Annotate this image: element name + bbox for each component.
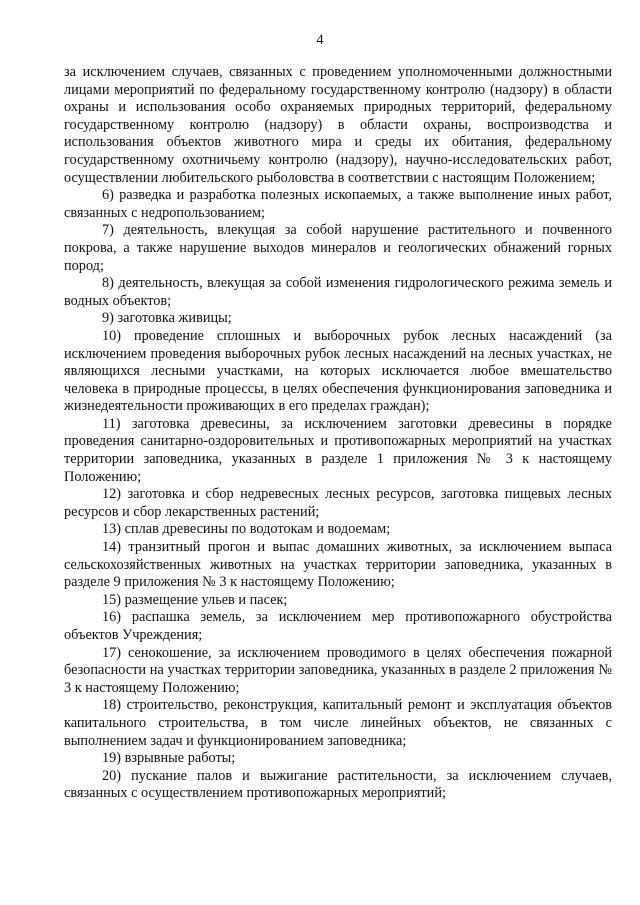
list-item-14: 14) транзитный прогон и выпас домашних животных, за исключением выпаса сельскохозяйственных животных на участках территории заповедника, указанных в разделе 9 приложения № 3 к настоящему Положению; <box>64 539 612 591</box>
list-item-16: 16) распашка земель, за исключением мер противопожарного обустройства объектов Учреждения; <box>64 609 612 643</box>
list-item-13: 13) сплав древесины по водотокам и водоемам; <box>102 521 391 538</box>
list-item-20: 20) пускание палов и выжигание растительности, за исключением случаев, связанных с осуществлением противопожарных мероприятий; <box>64 767 612 802</box>
list-item-18: 18) строительство, реконструкция, капитальный ремонт и эксплуатация объектов капитального строительства, в том числе линейных объектов, не связанных с выполнением задач и функционированием заповедника; <box>64 697 612 749</box>
page-number: 4 <box>316 32 324 48</box>
list-item-12: 12) заготовка и сбор недревесных лесных ресурсов, заготовка пищевых лесных ресурсов и сбор лекарственных растений; <box>64 486 612 520</box>
list-item-9: 9) заготовка живицы; <box>102 310 232 327</box>
list-item-6: 6) разведка и разработка полезных ископаемых, а также выполнение иных работ, связанных с недропользованием; <box>64 187 612 221</box>
list-item-10: 10) проведение сплошных и выборочных рубок лесных насаждений (за исключением проведения выборочных рубок лесных насаждений на лесных участках, не являющихся лесными участками, на которых исключается любое вмешательство человека в природные процессы, в целях обеспечения функционирования заповедника и жизнедеятельности проживающих в его пределах граждан); <box>64 327 612 415</box>
list-item-19: 19) взрывные работы; <box>102 750 236 767</box>
list-item-11: 11) заготовка древесины, за исключением заготовки древесины в порядке проведения санитарно-оздоровительных и противопожарных мероприятий на участках территории заповедника, указанных в разделе 1 приложения № 3 к настоящему Положению; <box>64 415 612 485</box>
list-item-17: 17) сенокошение, за исключением проводимого в целях обеспечения пожарной безопасности на участках территории заповедника, указанных в разделе 2 приложения № 3 к настоящему Положению; <box>64 644 612 696</box>
list-item-8: 8) деятельность, влекущая за собой изменения гидрологического режима земель и водных объектов; <box>64 275 612 309</box>
list-item-15: 15) размещение ульев и пасек; <box>102 591 288 608</box>
document-body <box>64 64 612 803</box>
paragraph-continuation: за исключением случаев, связанных с проведением уполномоченными должностными лицами мероприятий по федеральному государственному контролю (надзору) в области охраны и использования особо охраняемых природных территорий, федеральному государственному контролю (надзору) в области охраны, воспроизводства и использования объектов животного мира и среды их обитания, федеральному государственному охотничьему контролю (надзору), научно-исследовательских работ, осуществлении любительского рыболовства в соответствии с настоящим Положением; <box>64 64 612 186</box>
list-item-7: 7) деятельность, влекущая за собой нарушение растительного и почвенного покрова, а также нарушение выходов минералов и геологических обнажений горных пород; <box>64 222 612 274</box>
